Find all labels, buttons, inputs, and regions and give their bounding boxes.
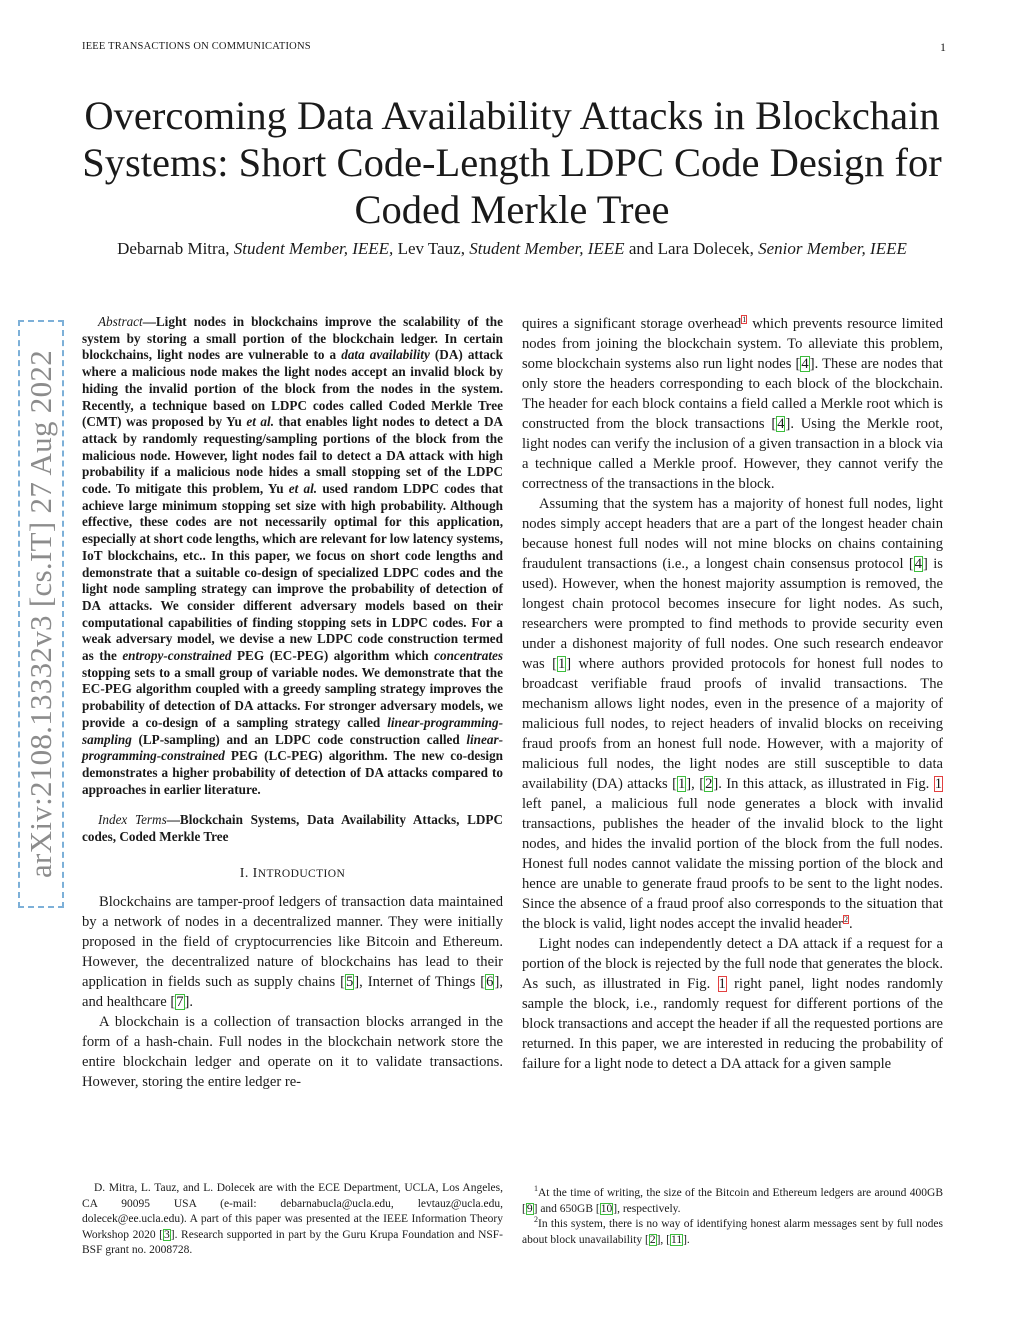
section-title-rest: NTRODUCTION xyxy=(257,867,346,880)
citation-link[interactable]: 9 xyxy=(526,1202,533,1215)
citation-link[interactable]: 7 xyxy=(176,993,184,1010)
footnote-number: 1 xyxy=(534,1184,538,1194)
citation-link[interactable]: 4 xyxy=(777,416,785,432)
body-text: , Internet of Things xyxy=(359,973,481,990)
footnote-marker[interactable]: 2 xyxy=(843,915,848,925)
footnote-text: . Research supported in part by the Guru Krupa Foundation and NSF-BSF grant no. 2008728. xyxy=(82,1228,503,1256)
footnote-text: In this system, there is no way of identifying honest alarm messages sent by full nodes about block unavailability xyxy=(522,1218,943,1246)
citation-link[interactable]: 4 xyxy=(914,556,923,572)
abstract xyxy=(82,314,503,798)
abstract-text: used random LDPC codes that achieve large minimum stopping set size with high probability. Although effective, these codes are not necessarily optimal for this application, especially at short code lengths, which are relevant for low latency systems, IoT blockchains, etc.. In this paper, we focus on short code lengths and demonstrate that a suitable co-design of specialized LDPC codes and the light node sampling strategy can improve the probability of detection of DA attacks. We consider different adversary models based on their computational capabilities of finding stopping sets in LDPC codes. For a weak adversary model, we devise a new LDPC code construction termed as the xyxy=(82,481,503,664)
citation-link[interactable]: 5 xyxy=(346,973,354,990)
section-first-letter: I xyxy=(252,865,258,881)
footnote-2: $^2$In this system, there is no way of identifying honest alarm messages sent by full nodes about block unavailability [2], [11]. xyxy=(522,1215,943,1246)
arxiv-identifier: arXiv:2108.13332v3 [cs.IT] 27 Aug 2022 xyxy=(23,349,58,879)
citation-link[interactable]: 10 xyxy=(600,1202,613,1215)
abstract-lead: Abstract xyxy=(98,314,143,329)
index-terms-text: —Blockchain Systems, Data Availability Attacks, LDPC codes, Coded Merkle Tree xyxy=(82,812,503,845)
abstract-text: stopping sets to a small group of variable nodes. We demonstrate that the EC-PEG algorithm coupled with a greedy sampling strategy improves the probability of detection of DA attacks. For stronger adversary models, we provide a co-design of a sampling strategy called xyxy=(82,664,503,730)
right-column xyxy=(522,314,943,1074)
footnote-text: At the time of writing, the size of the Bitcoin and Ethereum ledgers are around 400GB xyxy=(538,1187,943,1199)
abstract-emphasis: et al. xyxy=(288,481,318,497)
citation-link[interactable]: 4 xyxy=(801,356,809,372)
abstract-text: (DA) attack where a malicious node makes the light nodes accept an invalid block by hiding the invalid portion of the block from the nodes in the system. Recently, a technique based on LDPC codes called Coded Merkle Tree (CMT) was proposed by Yu xyxy=(82,347,503,430)
body-text: Assuming that the system has a majority of honest full nodes, light nodes simply accept headers that are a part of the longest header chain because honest full nodes will not mine blocks on chains containing fraudulent transactions (i.e., a longest chain consensus protocol xyxy=(522,496,943,572)
author-role: Student Member, IEEE, xyxy=(233,239,394,258)
page-number: 1 xyxy=(940,40,946,54)
author-conjunction: and xyxy=(628,239,654,258)
body-text: , xyxy=(691,776,700,792)
abstract-emphasis: linear-programming-sampling xyxy=(82,714,503,747)
body-text: right panel, light nodes randomly sample the block, i.e., randomly request for different portions of the block transactions and accept the header if all the requested portions are returned. In this paper, we are interested in reducing the probability of failure for a light node to detect a DA attack for a given sample xyxy=(522,976,944,1072)
body-text: Light nodes can independently detect a DA attack if a request for a portion of the block is rejected by the full node that generates the block. As such, as illustrated in Fig. xyxy=(522,936,943,992)
right-paragraph-2: Assuming that the system has a majority of honest full nodes, light nodes simply accept headers that are a part of the longest header chain because honest full nodes will not mine blocks on chains containing fraudulent transactions (i.e., a longest chain consensus protocol [4] is used). However, when the honest majority assumption is removed, the longest chain protocol becomes insecure for light nodes. As such, researchers were prompted to find methods to provide security even under a dishonest majority of full nodes. One such research endeavor was [1] where authors provided protocols for honest full nodes to broadcast verifiable fraud proofs of invalid transactions. The mechanism allows light nodes, even in the presence of a majority of malicious full nodes, to reject headers of invalid blocks on receiving fraud proofs from an honest full node. However, with a majority of malicious full nodes, the light nodes are still susceptible to data availability (DA) attacks [1], [2]. In this attack, as illustrated in Fig. 1 left panel, a malicious full node generates a block with invalid transactions, publishes the header of the invalid block to the light nodes, and hides the invalid portion of the block from the full nodes. Honest full nodes cannot validate the missing portion of the block and hence are unable to generate fraud proofs to be sent to the light nodes. Since the absence of a fraud proof also corresponds to the situation that the block is valid, light nodes accept the invalid header$^2$. xyxy=(522,496,943,932)
footnote-text: . xyxy=(686,1233,690,1246)
abstract-text: that enables light nodes to detect a DA attack by randomly requesting/sampling portions of the block from the malicious node. However, light nodes fail to detect a DA attack with high probability if a malicious node hides a small stopping set of the LDPC code. To mitigate this problem, Yu xyxy=(82,414,503,497)
right-footnotes xyxy=(522,1186,943,1248)
abstract-emphasis: et al. xyxy=(246,414,274,430)
author-role: Senior Member, IEEE xyxy=(758,239,907,258)
intro-paragraph-1: Blockchains are tamper-proof ledgers of transaction data maintained by a network of nodes in a decentralized manner. They were initially proposed in the field of cryptocurrencies like Bitcoin and Ethereum. However, the decentralized nature of blockchains has lead to their application in fields such as supply chains [5], Internet of Things [6], and healthcare [7]. xyxy=(82,893,503,1010)
author-name: Lara Dolecek, xyxy=(657,239,754,258)
index-terms-lead: Index Terms xyxy=(98,812,167,828)
body-text: is used). However, when the honest majority assumption is removed, the longest chain protocol becomes insecure for light nodes. As such, researchers were prompted to find methods to provide security even under a dishonest majority of full nodes. One such research endeavor was xyxy=(522,556,943,672)
footnote-number: 2 xyxy=(534,1215,538,1225)
author-name: Lev Tauz, xyxy=(397,239,465,258)
section-heading-introduction xyxy=(82,864,503,884)
body-text: where authors provided protocols for honest full nodes to broadcast verifiable fraud proofs of invalid transactions. The mechanism allows light nodes, even in the presence of a majority of malicious full nodes, to reject headers of invalid blocks on receiving fraud proofs from an honest full node. However, with a majority of malicious full nodes, the light nodes are still susceptible to data availability (DA) attacks xyxy=(522,656,943,792)
body-text: which prevents resource limited nodes from joining the blockchain system. To alleviate this problem, some blockchain systems also run light nodes xyxy=(522,316,943,372)
abstract-text: (LP-sampling) and an LDPC code construction called xyxy=(131,731,467,747)
body-text: . Using the Merkle root, light nodes can verify the inclusion of a given transaction in a block via a technique called a Merkle proof. However, they cannot verify the correctness of the transactions in the block. xyxy=(522,416,943,492)
abstract-emphasis: concentrates xyxy=(434,648,503,664)
citation-link[interactable]: 2 xyxy=(649,1233,656,1246)
author-affiliation-footnote: D. Mitra, L. Tauz, and L. Dolecek are with the ECE Department, UCLA, Los Angeles, CA 90095 USA (e-mail: debarnabucla@ucla.edu, levtauz@ucla.edu, dolecek@ee.ucla.edu). A part of this paper was presented at the IEEE Information Theory Workshop 2020 [3]. Research supported in part by the Guru Krupa Foundation and NSF-BSF grant no. 2008728. xyxy=(82,1182,503,1256)
abstract-text: PEG (EC-PEG) algorithm which xyxy=(231,648,435,664)
paper-title: Overcoming Data Availability Attacks in Blockchain Systems: Short Code-Length LDPC Code Design for Coded Merkle Tree xyxy=(82,93,942,232)
section-numeral: I. xyxy=(239,865,253,881)
index-terms xyxy=(82,812,503,845)
body-text: Blockchains are tamper-proof ledgers of transaction data maintained by a network of nodes in a decentralized manner. They were initially proposed in the field of cryptocurrencies like Bitcoin and Ethereum. However, the decentralized nature of blockchains has lead to their application in fields such as supply chains xyxy=(82,893,503,990)
body-text: quires a significant storage overhead xyxy=(522,316,742,332)
abstract-emphasis: data availability xyxy=(341,347,430,363)
body-text: . xyxy=(848,916,853,932)
right-paragraph-3 xyxy=(522,934,943,1074)
abstract-text: PEG (LC-PEG) algorithm. The new co-design demonstrates a higher probability of detection of DA attacks compared to approaches in earlier literature. xyxy=(82,748,503,797)
footnote-1: $^1$At the time of writing, the size of the Bitcoin and Ethereum ledgers are around 400GB [9] and 650GB [10], respectively. xyxy=(522,1184,943,1215)
footnote-text: , respectively. xyxy=(617,1202,681,1215)
citation-link[interactable]: 3 xyxy=(164,1228,170,1241)
body-text: . These are nodes that only store the headers corresponding to each block of the blockchain. The header for each block contains a field called a Merkle root which is constructed from the block transactions xyxy=(522,356,943,432)
left-column xyxy=(82,314,503,1092)
abstract-emphasis: entropy-constrained xyxy=(122,648,232,664)
abstract-text: —Light nodes in blockchains improve the scalability of the system by storing a small portion of the blockchain ledger. In certain blockchains, light nodes are vulnerable to a xyxy=(82,314,503,363)
intro-paragraph-2: A blockchain is a collection of transaction blocks arranged in the form of a hash-chain. Full nodes in the blockchain network store the entire blockchain ledger and operate on it to validate transactions. However, storing the entire ledger re- xyxy=(82,1013,503,1090)
abstract-emphasis: linear-programming-constrained xyxy=(82,731,503,764)
journal-header: IEEE TRANSACTIONS ON COMMUNICATIONS xyxy=(82,41,311,52)
body-text: , and healthcare xyxy=(82,973,503,1010)
citation-link[interactable]: 1 xyxy=(678,776,686,792)
citation-link[interactable]: 11 xyxy=(671,1233,683,1246)
citation-link[interactable]: 6 xyxy=(486,973,494,990)
figure-link[interactable]: 1 xyxy=(718,976,726,992)
body-text: . xyxy=(189,993,194,1010)
body-text: left panel, a malicious full node generates a block with invalid transactions, publishes the header of the invalid block to the light nodes, and hides the invalid portion of the block from the full nodes. Honest full nodes cannot validate the missing portion of the block and hence are unable to generate fraud proofs to be sent to the light nodes. Since the absence of a fraud proof also corresponds to the situation that the block is valid, light nodes accept the invalid header xyxy=(522,796,943,932)
footnote-marker[interactable]: 1 xyxy=(742,315,747,325)
figure-link[interactable]: 1 xyxy=(934,776,942,792)
author-list xyxy=(110,238,914,260)
footnote-text: , xyxy=(660,1233,667,1246)
author-name: Debarnab Mitra, xyxy=(117,239,230,258)
footnote-text: D. Mitra, L. Tauz, and L. Dolecek are with the ECE Department, UCLA, Los Angeles, CA 90095 USA (e-mail: debarnabucla@ucla.edu, levtauz@ucla.edu, dolecek@ee.ucla.edu). A part of this paper was presented at the IEEE Information Theory Workshop 2020 xyxy=(82,1182,503,1241)
body-text: . In this attack, as illustrated in Fig. xyxy=(718,776,934,792)
right-paragraph-1: quires a significant storage overhead$^1$ which prevents resource limited nodes from joining the blockchain system. To alleviate this problem, some blockchain systems also run light nodes [4]. These are nodes that only store the headers corresponding to each block of the blockchain. The header for each block contains a field called a Merkle root which is constructed from the block transactions [4]. Using the Merkle root, light nodes can verify the inclusion of a given transaction in a block via a technique called a Merkle proof. However, they cannot verify the correctness of the transactions in the block. xyxy=(522,315,943,492)
footnote-text: and 650GB xyxy=(537,1202,596,1215)
author-role: Student Member, IEEE xyxy=(469,239,625,258)
citation-link[interactable]: 1 xyxy=(557,656,566,672)
arxiv-stamp[interactable] xyxy=(18,320,64,908)
citation-link[interactable]: 2 xyxy=(705,776,713,792)
